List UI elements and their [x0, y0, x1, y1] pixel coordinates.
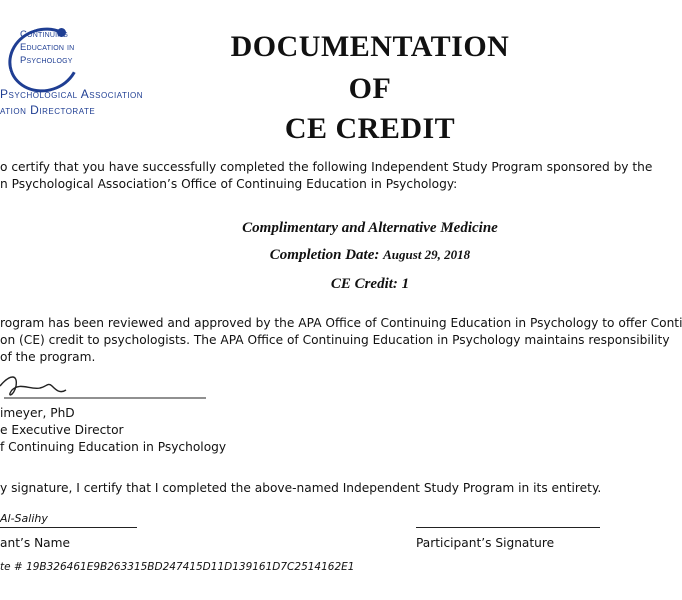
ce-credit: CE Credit: 1 — [330, 276, 410, 292]
director-title: e Executive Director — [0, 423, 124, 437]
program-name: Complimentary and Alternative Medicine — [242, 220, 498, 236]
participant-name-value: Al-Salihy — [0, 512, 48, 525]
certify-text-line2: n Psychological Association’s Office of Continuing Education in Psychology: — [0, 177, 458, 191]
completion-label: Completion Date: — [269, 247, 380, 263]
completion-row — [170, 247, 570, 264]
logo-text-line2: Education in — [20, 42, 75, 53]
title-line3: CE CREDIT — [284, 112, 456, 145]
director-office: f Continuing Education in Psychology — [0, 440, 227, 454]
approval-text-line3: of the program. — [0, 350, 96, 364]
director-name: imeyer, PhD — [0, 406, 75, 420]
approval-text-line1: rogram has been reviewed and approved by the APA Office of Continuing Education in Psychology to offer Conti — [0, 316, 682, 330]
certificate-id: 19B326461E9B263315BD247415D11D139161D7C2514162E1 — [26, 561, 355, 573]
title-line2: OF — [348, 72, 392, 105]
participant-name-label: ant’s Name — [0, 536, 71, 550]
logo-text-line1: Continuing — [20, 29, 69, 40]
certificate-number — [0, 561, 354, 573]
logo-directorate-line: ation Directorate — [0, 103, 96, 117]
logo-text-line3: Psychology — [20, 55, 73, 66]
logo-association-line: Psychological Association — [0, 87, 144, 101]
approval-text-line2: on (CE) credit to psychologists. The APA Office of Continuing Education in Psychology maintains responsibility — [0, 333, 670, 347]
participant-signature-label: Participant’s Signature — [416, 536, 555, 550]
attestation-text: y signature, I certify that I completed the above-named Independent Study Program in its entirety. — [0, 481, 602, 495]
certify-text-line1: o certify that you have successfully completed the following Independent Study Program sponsored by the — [0, 160, 653, 174]
title-line1: DOCUMENTATION — [230, 30, 510, 63]
completion-date: August 29, 2018 — [383, 247, 471, 262]
director-signature-icon — [0, 368, 210, 402]
participant-name-line — [0, 527, 137, 528]
certificate-label: te # — [0, 561, 23, 573]
participant-signature-line — [416, 527, 600, 528]
